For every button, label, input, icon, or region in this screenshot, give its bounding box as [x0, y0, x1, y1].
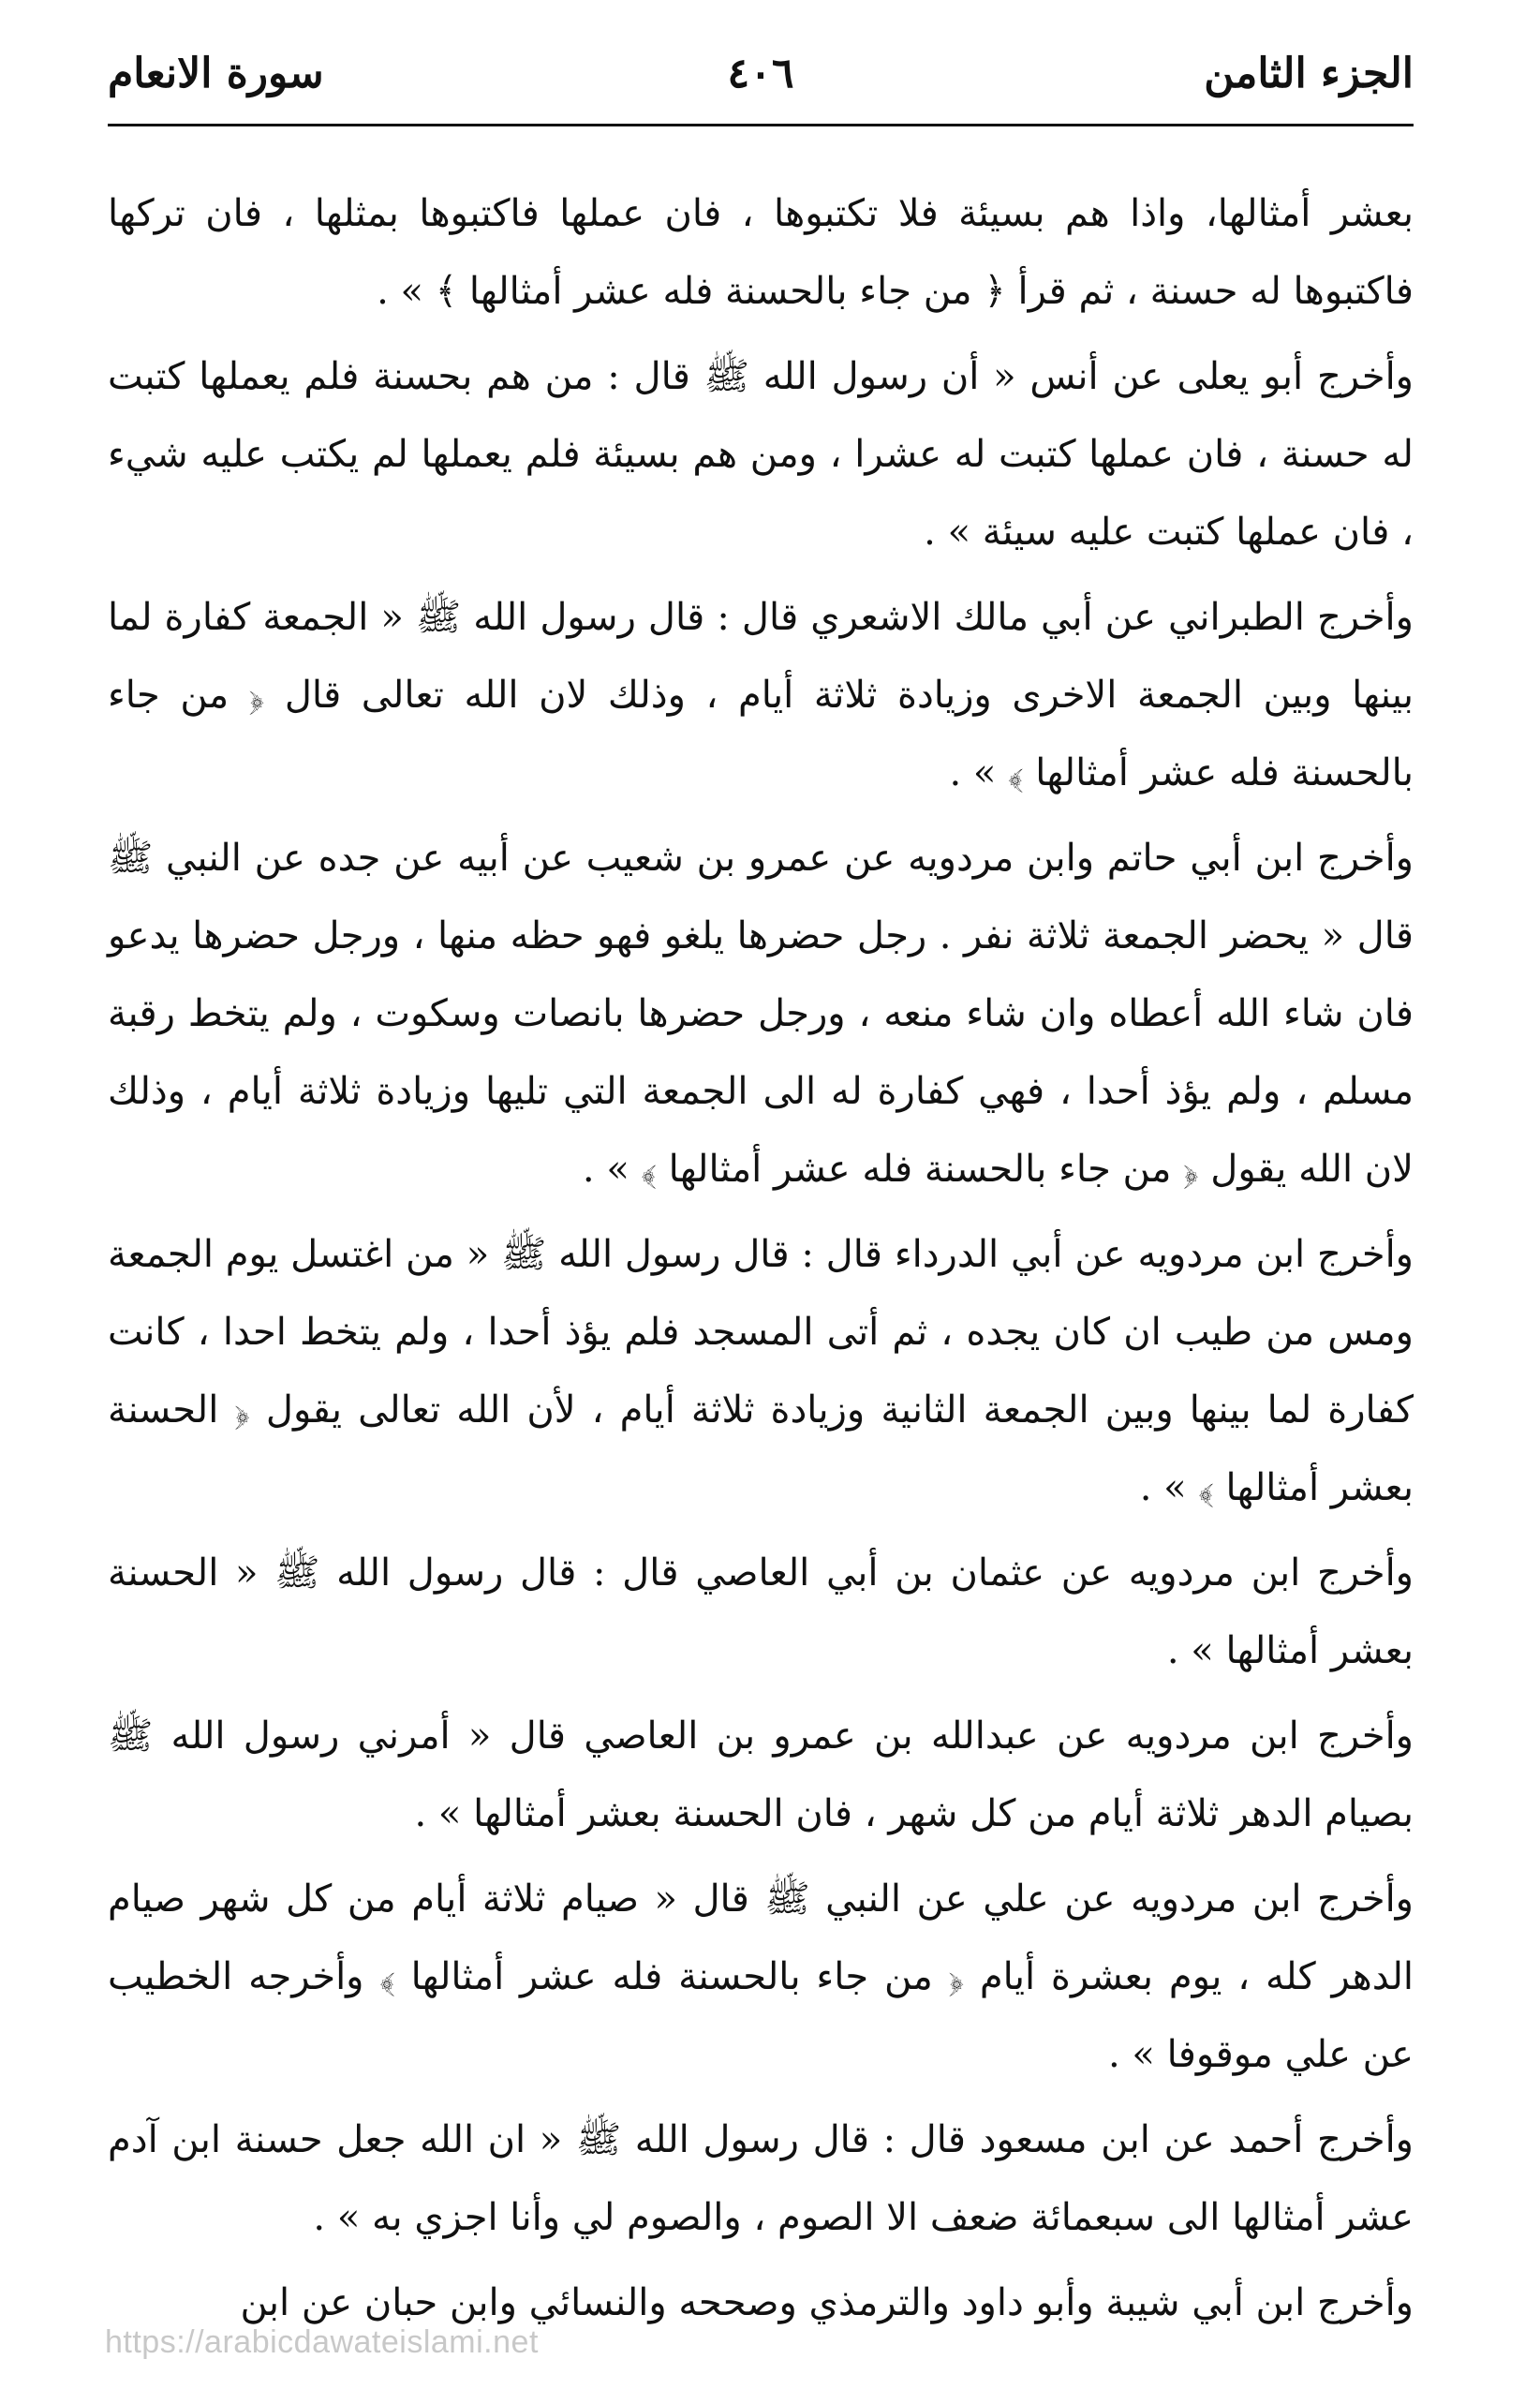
paragraph: وأخرج ابن مردويه عن أبي الدرداء قال : قال رسول الله ﷺ « من اغتسل يوم الجمعة ومس من طيب ان كان يجده ، ثم أتى المسجد فلم يؤذ أحدا ، ولم يتخط احدا ، كانت كفارة لما بينها وبين الجمعة الثانية وزيادة ثلاثة أيام ، لأن الله تعالى يقول ﴿ الحسنة بعشر أمثالها ﴾ » .	[108, 1233, 1414, 1509]
part-title: الجزء الثامن	[1204, 50, 1414, 97]
paragraph: وأخرج ابن مردويه عن علي عن النبي ﷺ قال « صيام ثلاثة أيام من كل شهر صيام الدهر كله ، يوم بعشرة أيام ﴿ من جاء بالحسنة فله عشر أمثالها ﴾ وأخرجه الخطيب عن علي موقوفا » .	[108, 1877, 1414, 2076]
page-body	[108, 175, 1414, 2342]
paragraph: بعشر أمثالها، واذا هم بسيئة فلا تكتبوها ، فان عملها فاكتبوها بمثلها ، فان تركها فاكتبوها له حسنة ، ثم قرأ ﴿ من جاء بالحسنة فله عشر أمثالها ﴾ » .	[108, 192, 1414, 313]
paragraph: وأخرج ابن أبي حاتم وابن مردويه عن عمرو بن شعيب عن أبيه عن جده عن النبي ﷺ قال « يحضر الجمعة ثلاثة نفر . رجل حضرها يلغو فهو حظه منها ، ورجل حضرها يدعو فان شاء الله أعطاه وان شاء منعه ، ورجل حضرها بانصات وسكوت ، ولم يتخط رقبة مسلم ، ولم يؤذ أحدا ، فهي كفارة له الى الجمعة التي تليها وزيادة ثلاثة أيام ، وذلك لان الله يقول ﴿ من جاء بالحسنة فله عشر أمثالها ﴾ » .	[108, 837, 1414, 1191]
source-watermark: https://arabicdawateislami.net	[105, 2324, 539, 2360]
paragraph: وأخرج أحمد عن ابن مسعود قال : قال رسول الله ﷺ « ان الله جعل حسنة ابن آدم عشر أمثالها الى سبعمائة ضعف الا الصوم ، والصوم لي وأنا اجزي به » .	[108, 2118, 1414, 2239]
surah-title: سورة الانعام	[108, 50, 324, 97]
paragraph: وأخرج ابن أبي شيبة وأبو داود والترمذي وصححه والنسائي وابن حبان عن ابن	[240, 2281, 1414, 2324]
paragraph: وأخرج ابن مردويه عن عثمان بن أبي العاصي قال : قال رسول الله ﷺ « الحسنة بعشر أمثالها » .	[108, 1551, 1414, 1672]
paragraph: وأخرج أبو يعلى عن أنس « أن رسول الله ﷺ قال : من هم بحسنة فلم يعملها كتبت له حسنة ، فان عملها كتبت له عشرا ، ومن هم بسيئة فلم يعملها لم يكتب عليه شيء ، فان عملها كتبت عليه سيئة » .	[108, 355, 1414, 554]
paragraph: وأخرج ابن مردويه عن عبدالله بن عمرو بن العاصي قال « أمرني رسول الله ﷺ بصيام الدهر ثلاثة أيام من كل شهر ، فان الحسنة بعشر أمثالها » .	[108, 1714, 1414, 1835]
paragraph: وأخرج الطبراني عن أبي مالك الاشعري قال : قال رسول الله ﷺ « الجمعة كفارة لما بينها وبين الجمعة الاخرى وزيادة ثلاثة أيام ، وذلك لان الله تعالى قال ﴿ من جاء بالحسنة فله عشر أمثالها ﴾ » .	[108, 596, 1414, 794]
page-header	[108, 37, 1414, 111]
header-rule	[108, 124, 1414, 126]
page-number: ٤٠٦	[727, 50, 794, 97]
